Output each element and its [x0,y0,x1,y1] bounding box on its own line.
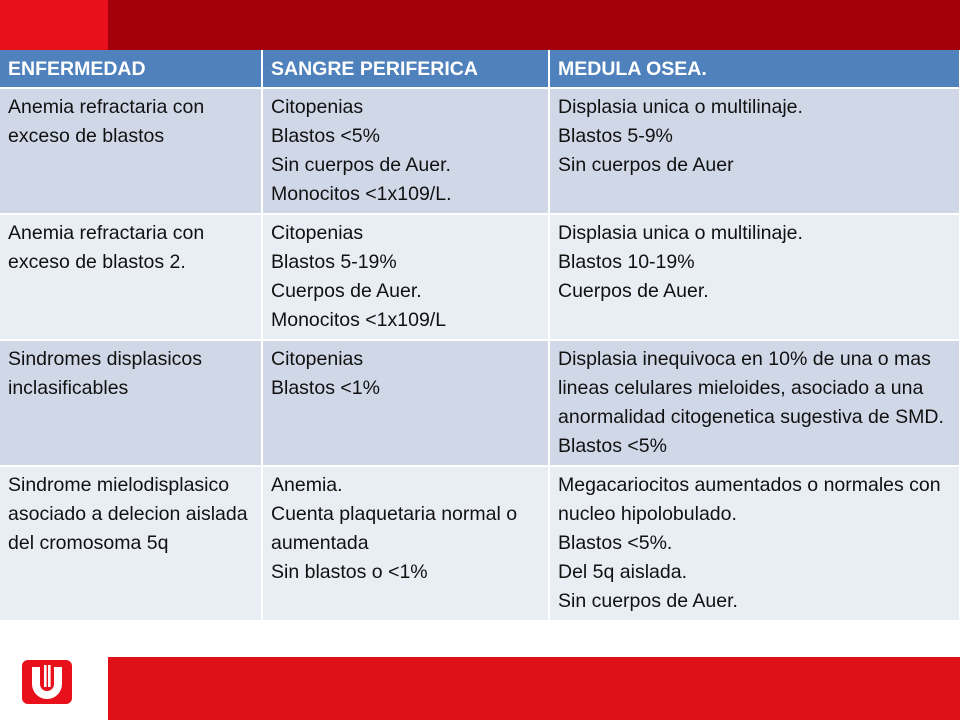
table-row [0,466,960,621]
cell-sangre-periferica: Anemia. Cuenta plaquetaria normal o aumentada Sin blastos o <1% [262,466,549,621]
cell-enfermedad: Sindromes displasicos inclasificables [0,340,262,466]
header-enfermedad: ENFERMEDAD [0,50,262,88]
cell-medula-osea: Displasia inequivoca en 10% de una o mas lineas celulares mieloides, asociado a una anormalidad citogenetica sugestiva de SMD. Blastos <5% [549,340,960,466]
cell-enfermedad: Anemia refractaria con exceso de blastos [0,88,262,214]
bottom-red-bar [108,657,960,720]
cell-medula-osea: Megacariocitos aumentados o normales con nucleo hipolobulado. Blastos <5%. Del 5q aislada. Sin cuerpos de Auer. [549,466,960,621]
table-row [0,88,960,214]
table-row [0,214,960,340]
top-left-red-bar [0,0,108,50]
cell-medula-osea: Displasia unica o multilinaje. Blastos 10-19% Cuerpos de Auer. [549,214,960,340]
header-medula-osea: MEDULA OSEA. [549,50,960,88]
cell-medula-osea: Displasia unica o multilinaje. Blastos 5-9% Sin cuerpos de Auer [549,88,960,214]
cell-enfermedad: Sindrome mielodisplasico asociado a delecion aislada del cromosoma 5q [0,466,262,621]
cell-sangre-periferica: Citopenias Blastos <5% Sin cuerpos de Auer. Monocitos <1x109/L. [262,88,549,214]
cell-sangre-periferica: Citopenias Blastos 5-19% Cuerpos de Auer. Monocitos <1x109/L [262,214,549,340]
cell-sangre-periferica: Citopenias Blastos <1% [262,340,549,466]
university-u-logo-icon [22,660,72,704]
header-sangre-periferica: SANGRE PERIFERICA [262,50,549,88]
mds-classification-table [0,50,960,622]
table-header-row [0,50,960,88]
cell-enfermedad: Anemia refractaria con exceso de blastos 2. [0,214,262,340]
top-right-dark-red-bar [108,0,960,50]
table-row [0,340,960,466]
